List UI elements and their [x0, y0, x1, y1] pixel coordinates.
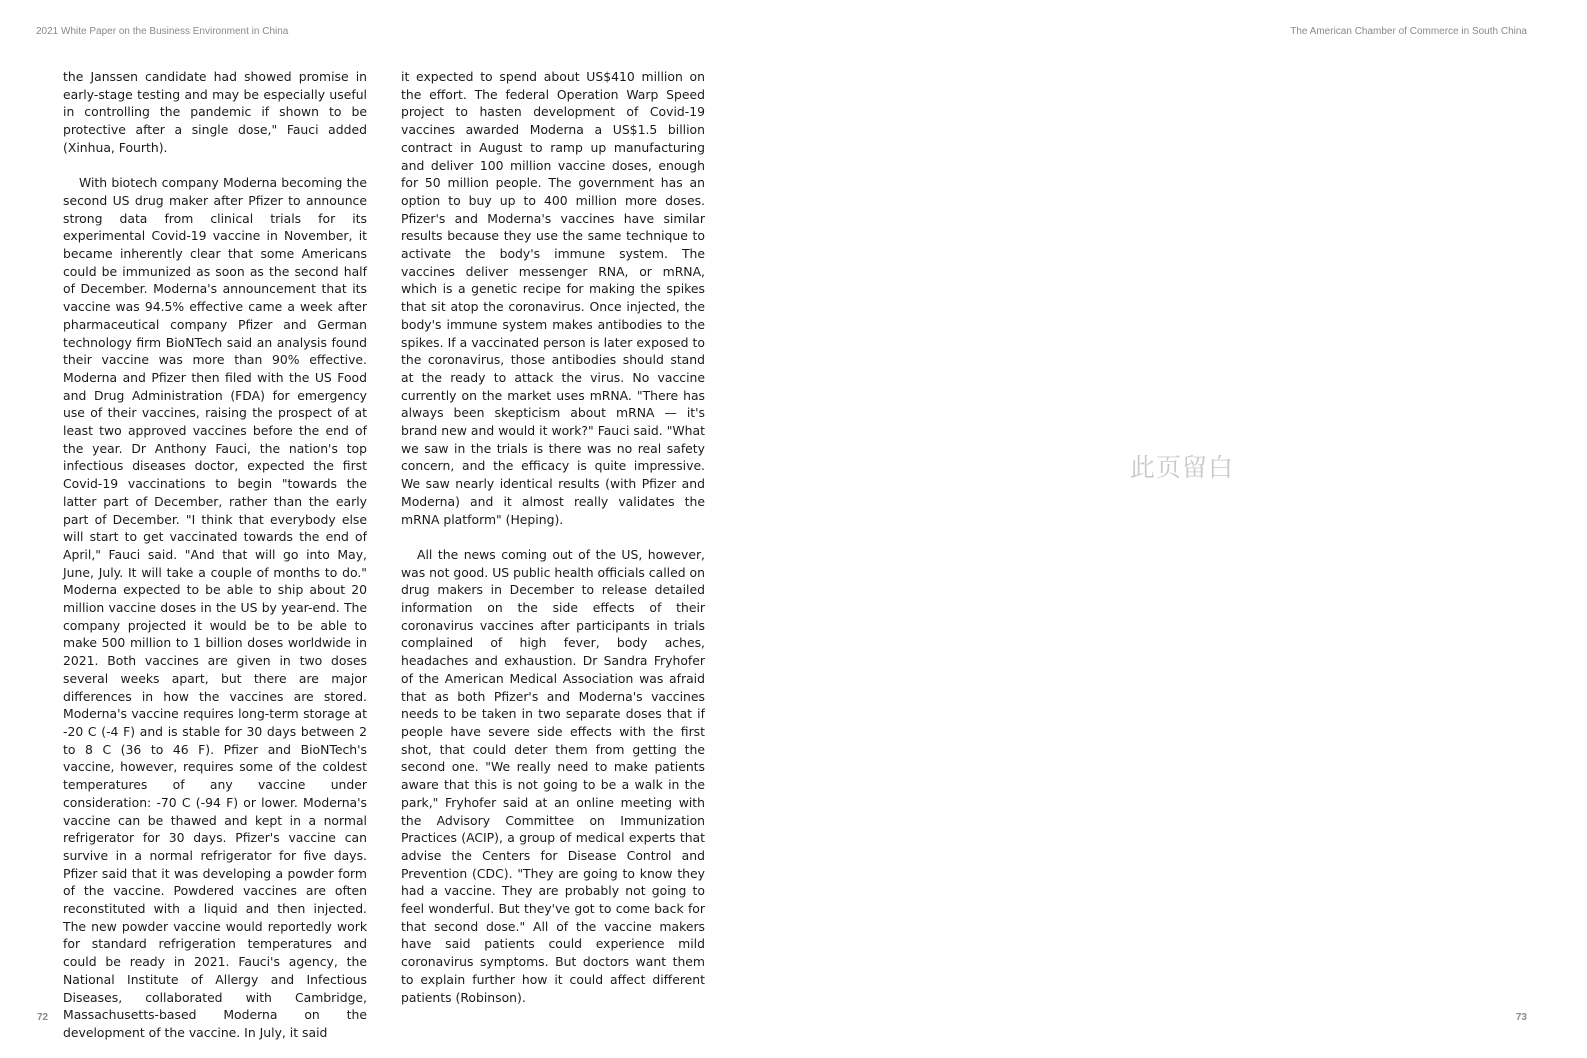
page-number-right: 73	[1515, 1012, 1527, 1023]
paragraph: the Janssen candidate had showed promise in early-stage testing and may be especially useful in controlling the pandemic if shown to be protective after a single dose," Fauci added (Xinhua, Fourth).	[63, 69, 367, 155]
running-header-right: The American Chamber of Commerce in South China	[1290, 26, 1527, 37]
page-number-left: 72	[37, 1012, 49, 1023]
blank-page-note: 此页留白	[1130, 453, 1235, 482]
paragraph: it expected to spend about US$410 million on the effort. The federal Operation Warp Speed project to hasten development of Covid-19 vaccines awarded Moderna a US$1.5 billion contract in August to ramp up manufacturing and deliver 100 million vaccine doses, enough for 50 million people. The government has an option to buy up to 400 million more doses. Pfizer's and Moderna's vaccines have similar results because they use the same technique to activate the body's immune system. The vaccines deliver messenger RNA, or mRNA, which is a genetic recipe for making the spikes that sit atop the coronavirus. Once injected, the body's immune system makes antibodies to the spikes. If a vaccinated person is later exposed to the coronavirus, those antibodies should stand at the ready to attack the virus. No vaccine currently on the market uses mRNA. "There has always been skepticism about mRNA — it's brand new and would it work?" Fauci said. "What we saw in the trials is there was no real safety concern, and the efficacy is quite impressive. We saw nearly identical results (with Pfizer and Moderna) and it almost really validates the mRNA platform" (Heping).	[401, 69, 705, 527]
running-header-left: 2021 White Paper on the Business Environment in China	[36, 26, 289, 37]
paragraph: With biotech company Moderna becoming the second US drug maker after Pfizer to announce strong data from clinical trials for its experimental Covid-19 vaccine in November, it became inherently clear that some Americans could be immunized as soon as the second half of December. Moderna's announcement that its vaccine was 94.5% effective came a week after pharmaceutical company Pfizer and German technology firm BioNTech said an analysis found their vaccine was more than 90% effective. Moderna and Pfizer then filed with the US Food and Drug Administration (FDA) for emergency use of their vaccines, raising the prospect of at least two approved vaccines before the end of the year. Dr Anthony Fauci, the nation's top infectious diseases doctor, expected the first Covid-19 vaccinations to begin "towards the latter part of December, rather than the early part of December. "I think that everybody else will start to get vaccinated towards the end of April," Fauci said. "And that will go into May, June, July. It will take a couple of months to do." Moderna expected to be able to ship about 20 million vaccine doses in the US by year-end. The company projected it would be to be able to make 500 million to 1 billion doses worldwide in 2021. Both vaccines are given in two doses several weeks apart, but there are major differences in how the vaccines are stored. Moderna's vaccine requires long-term storage at -20 C (-4 F) and is stable for 30 days between 2 to 8 C (36 to 46 F). Pfizer and BioNTech's vaccine, however, requires some of the coldest temperatures of any vaccine under consideration: -70 C (-94 F) or lower. Moderna's vaccine can be thawed and kept in a normal refrigerator for 30 days. Pfizer's vaccine can survive in a normal refrigerator for five days. Pfizer said that it was developing a powder form of the vaccine. Powdered vaccines are often reconstituted with a liquid and then injected. The new powder vaccine would reportedly work for standard refrigeration temperatures and could be ready in 2021. Fauci's agency, the National Institute of Allergy and Infectious Diseases, collaborated with Cambridge, Massachusetts-based Moderna on the development of the vaccine. In July, it said	[63, 175, 367, 1040]
text-column-left	[63, 68, 367, 1042]
paragraph: All the news coming out of the US, however, was not good. US public health officials called on drug makers in December to release detailed information on the side effects of their coronavirus vaccines after participants in trials complained of high fever, body aches, headaches and exhaustion. Dr Sandra Fryhofer of the American Medical Association was afraid that as both Pfizer's and Moderna's vaccines needs to be taken in two separate doses that if people have severe side effects with the first shot, that could deter them from getting the second one. "We really need to make patients aware that this is not going to be a walk in the park," Fryhofer said at an online meeting with the Advisory Committee on Immunization Practices (ACIP), a group of medical experts that advise the Centers for Disease Control and Prevention (CDC). "They are going to know they had a vaccine. They are probably not going to feel wonderful. But they've got to come back for that second dose." All of the vaccine makers have said patients could experience mild coronavirus symptoms. But doctors want them to explain further how it could affect different patients (Robinson).	[401, 546, 705, 1005]
text-column-right	[401, 68, 705, 1006]
